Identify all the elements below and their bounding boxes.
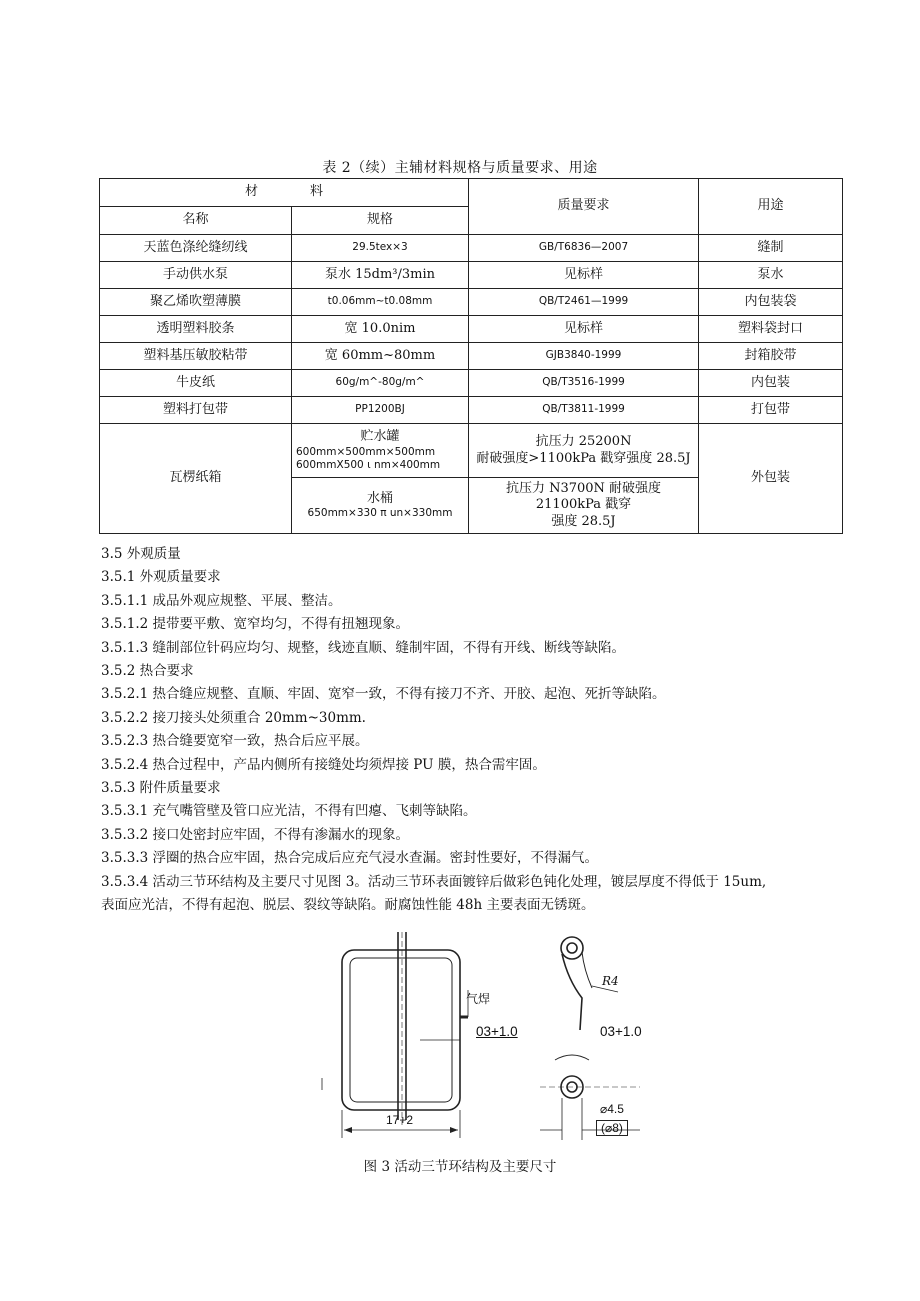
section-line: 3.5 外观质量 [101,546,181,562]
cell-usage: 内包装 [699,370,843,397]
cell-spec: 泵水 15dm³/3min [292,262,469,289]
section-line: 3.5.2.3 热合缝要宽窄一致，热合后应平展。 [101,733,369,750]
table-row-box [100,424,843,478]
section-line: 3.5.3.3 浮圈的热合应牢固，热合完成后应充气浸水查漏。密封性要好，不得漏气。 [101,850,599,867]
cell-usage: 打包带 [699,397,843,424]
header-material: 材 料 [100,179,469,207]
figure-caption: 图 3 活动三节环结构及主要尺寸 [363,1159,557,1175]
cell-quality: GB/T6836—2007 [469,235,699,262]
cell-usage: 缝制 [699,235,843,262]
section-line: 3.5.2.2 接刀接头处须重合 20mm~30mm. [101,709,366,726]
cell-box-quality-2 [469,478,699,534]
table-row [100,397,843,424]
header-spec: 规格 [292,207,469,235]
cell-box-usage: 外包装 [699,424,843,534]
materials-table [99,178,843,534]
table-row [100,235,843,262]
table-row [100,289,843,316]
section-line: 3.5.2.1 热合缝应规整、直顺、牢固、宽窄一致，不得有接刀不齐、开胶、起泡、死折等缺陷。 [101,686,666,703]
section-line: 3.5.3 附件质量要求 [101,780,221,797]
cell-box-spec-2 [292,478,469,534]
cell-box-spec-1 [292,424,469,478]
section-top-arc [555,1055,589,1060]
figure-3 [300,930,660,1150]
cell-name: 塑料打包带 [100,397,292,424]
width-arrow-right [450,1127,458,1133]
cell-name: 聚乙烯吹塑薄膜 [100,289,292,316]
cell-quality: QB/T3811-1999 [469,397,699,424]
cell-spec: t0.06mm~t0.08mm [292,289,469,316]
section-line: 3.5.1.1 成品外观应规整、平展、整洁。 [101,592,342,609]
ring-drawing [300,930,660,1150]
dia-outer-label: (⌀8) [596,1120,628,1136]
section-line: 3.5.3.4 活动三节环结构及主要尺寸见图 3。活动三节环表面镀锌后做彩色钝化处理，镀层厚度不得低于 15um, [101,873,767,890]
arm-inner [582,952,592,988]
table-row [100,262,843,289]
cell-usage: 内包装袋 [699,289,843,316]
cell-name: 牛皮纸 [100,370,292,397]
ring-inner-frame [350,958,452,1102]
width-arrow-left [344,1127,352,1133]
cell-usage: 塑料袋封口 [699,316,843,343]
box-sub2-title: 水桶 [367,490,394,506]
dim-right: 03+1.0 [600,1024,642,1039]
cell-quality: 见标样 [469,262,699,289]
table-row [100,316,843,343]
box-sub1-q2: 耐破强度>1100kPa 戳穿强度 28.5J [476,450,691,466]
cell-spec: 宽 60mm~80mm [292,343,469,370]
cell-usage: 封箱胶带 [699,343,843,370]
section-body [101,543,861,918]
arm-outer [562,954,582,1030]
box-sub2-q1: 抗压力 N3700N 耐破强度 21100kPa 戳穿 [505,481,662,513]
radius-label: R4 [602,974,619,988]
cell-name: 塑料基压敏胶粘带 [100,343,292,370]
box-sub1-dim2: 600mmX500 ι nm×400mm [296,458,441,471]
ring-outer-frame [342,950,460,1110]
cell-spec: PP1200BJ [292,397,469,424]
cell-name: 手动供水泵 [100,262,292,289]
cell-quality: QB/T3516-1999 [469,370,699,397]
section-line: 3.5.1.2 提带要平敷、宽窄均匀，不得有扭翘现象。 [101,616,410,633]
dim-left: 03+1.0 [476,1024,518,1039]
section-line: 3.5.1 外观质量要求 [101,569,221,586]
table-caption: 表 2（续）主辅材料规格与质量要求、用途 [322,160,598,176]
cell-name: 透明塑料胶条 [100,316,292,343]
cell-quality: 见标样 [469,316,699,343]
section-line: 3.5.2 热合要求 [101,663,194,680]
section-line: 表面应光洁，不得有起泡、脱层、裂纹等缺陷。耐腐蚀性能 48h 主要表面无锈斑。 [101,897,595,914]
cell-spec: 宽 10.0nim [292,316,469,343]
cell-quality: GJB3840-1999 [469,343,699,370]
cell-spec: 60g/m^-80g/m^ [292,370,469,397]
box-sub1-title: 贮水罐 [360,429,400,445]
cell-spec: 29.5tex×3 [292,235,469,262]
section-line: 3.5.1.3 缝制部位针码应均匀、规整，线迹直顺、缝制牢固，不得有开线、断线等缺陷。 [101,639,626,656]
header-quality: 质量要求 [469,179,699,235]
header-usage: 用途 [699,179,843,235]
dia-inner-label: ⌀4.5 [600,1102,624,1116]
width-dim-label: 17+2 [386,1113,414,1127]
header-name: 名称 [100,207,292,235]
cell-quality: QB/T2461—1999 [469,289,699,316]
box-sub1-dim1: 600mm×500mm×500mm [296,445,436,458]
cell-usage: 泵水 [699,262,843,289]
eyelet-inner [567,943,577,953]
cell-box-name: 瓦楞纸箱 [100,424,292,534]
section-line: 3.5.3.1 充气嘴管壁及管口应光洁，不得有凹瘪、飞刺等缺陷。 [101,803,477,820]
box-sub1-q1: 抗压力 25200N [535,434,632,450]
box-sub2-q2: 强度 28.5J [551,513,616,529]
cell-box-quality-1 [469,424,699,478]
eyelet-outer [561,937,583,959]
cell-name: 天蓝色涤纶缝纫线 [100,235,292,262]
section-line: 3.5.3.2 接口处密封应牢固，不得有渗漏水的现象。 [101,826,410,843]
table-row [100,370,843,397]
box-sub2-dim1: 650mm×330 π un×330mm [307,507,453,520]
table-row [100,343,843,370]
section-line: 3.5.2.4 热合过程中，产品内侧所有接缝处均须焊接 PU 膜，热合需牢固。 [101,756,546,773]
weld-label: 气焊 [466,992,491,1006]
